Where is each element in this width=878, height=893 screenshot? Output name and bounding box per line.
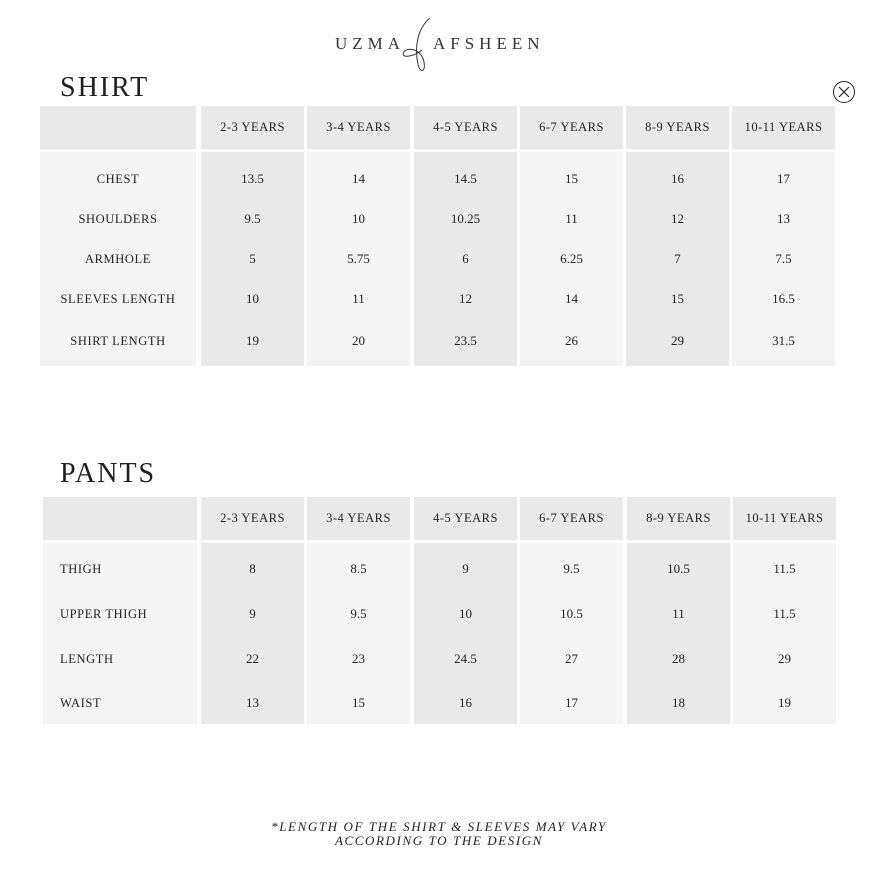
table-cell: 27: [565, 651, 578, 666]
table-cell: 5: [249, 251, 256, 266]
table-cell: 17: [565, 695, 578, 710]
table-cell: 10.25: [450, 211, 481, 226]
table-cell: 10: [352, 211, 365, 226]
table-cell: 23.5: [454, 333, 477, 348]
table-cell: 9.5: [563, 561, 580, 576]
row-label: SLEEVES LENGTH: [60, 291, 176, 306]
table-cell: 10: [246, 291, 259, 306]
close-icon: [838, 86, 850, 98]
header-blank-cell: [40, 106, 196, 149]
table-cell: 11.5: [773, 606, 796, 621]
table-cell: 13.5: [241, 171, 264, 186]
table-cell: 11: [672, 606, 685, 621]
row-label: LENGTH: [60, 651, 114, 666]
column-header: 10-11 YEARS: [733, 497, 836, 540]
column-header: 8-9 YEARS: [626, 106, 729, 149]
header-blank-cell: [43, 497, 197, 540]
table-cell: 31.5: [772, 333, 795, 348]
table-cell: 15: [352, 695, 365, 710]
table-cell: 12: [459, 291, 472, 306]
column-header: 10-11 YEARS: [732, 106, 835, 149]
footnote-line-1: *LENGTH OF THE SHIRT & SLEEVES MAY VARY: [271, 819, 607, 834]
brand-logo: [0, 20, 878, 80]
table-cell: 19: [246, 333, 259, 348]
table-cell: 9: [249, 606, 256, 621]
table-cell: 20: [352, 333, 365, 348]
table-cell: 23: [352, 651, 365, 666]
table-cell: 11.5: [773, 561, 796, 576]
row-label: ARMHOLE: [84, 251, 151, 266]
table-cell: 12: [671, 211, 684, 226]
table-cell: 14: [565, 291, 578, 306]
table-cell: 13: [246, 695, 259, 710]
brand-name-left: UZMA: [335, 34, 406, 53]
table-cell: 7.5: [775, 251, 792, 266]
table-cell: 26: [565, 333, 578, 348]
footnote-line-2: ACCORDING TO THE DESIGN: [334, 833, 544, 848]
column-header: 8-9 YEARS: [627, 497, 730, 540]
table-cell: 9.5: [350, 606, 367, 621]
row-label: SHOULDERS: [78, 211, 158, 226]
table-cell: 11: [352, 291, 365, 306]
pants-title: PANTS: [60, 458, 157, 489]
table-cell: 6: [462, 251, 469, 266]
row-label: SHIRT LENGTH: [70, 333, 166, 348]
column-header: 3-4 YEARS: [307, 106, 410, 149]
table-cell: 29: [671, 333, 684, 348]
table-cell: 17: [777, 171, 790, 186]
brand-name-right: AFSHEEN: [433, 34, 545, 53]
table-cell: 11: [565, 211, 578, 226]
footnote: [0, 820, 878, 848]
column-header: 2-3 YEARS: [201, 497, 304, 540]
table-cell: 6.25: [560, 251, 583, 266]
table-cell: 13: [777, 211, 790, 226]
table-cell: 18: [672, 695, 685, 710]
shirt-title: SHIRT: [60, 72, 150, 103]
table-cell: 10.5: [560, 606, 583, 621]
table-cell: 8: [249, 561, 256, 576]
row-label: THIGH: [60, 561, 102, 576]
table-cell: 24.5: [454, 651, 477, 666]
column-header: 4-5 YEARS: [414, 497, 517, 540]
column-header: 3-4 YEARS: [307, 497, 410, 540]
table-cell: 19: [778, 695, 791, 710]
row-label: CHEST: [96, 171, 140, 186]
column-header: 6-7 YEARS: [520, 497, 623, 540]
table-cell: 29: [778, 651, 791, 666]
column-header: 2-3 YEARS: [201, 106, 304, 149]
table-cell: 14: [352, 171, 365, 186]
table-cell: 10: [459, 606, 472, 621]
table-cell: 5.75: [347, 251, 370, 266]
table-cell: 15: [565, 171, 578, 186]
close-button[interactable]: [833, 81, 855, 103]
table-cell: 10.5: [667, 561, 690, 576]
column-header: 4-5 YEARS: [414, 106, 517, 149]
table-cell: 16.5: [772, 291, 795, 306]
row-label: UPPER THIGH: [60, 606, 148, 621]
table-cell: 9.5: [244, 211, 261, 226]
table-cell: 14.5: [454, 171, 477, 186]
table-cell: 28: [672, 651, 685, 666]
table-cell: 8.5: [350, 561, 367, 576]
column-header: 6-7 YEARS: [520, 106, 623, 149]
table-cell: 16: [459, 695, 472, 710]
table-cell: 16: [671, 171, 684, 186]
table-cell: 9: [462, 561, 469, 576]
table-cell: 15: [671, 291, 684, 306]
table-cell: 7: [674, 251, 681, 266]
row-label: WAIST: [60, 695, 102, 710]
table-cell: 22: [246, 651, 259, 666]
